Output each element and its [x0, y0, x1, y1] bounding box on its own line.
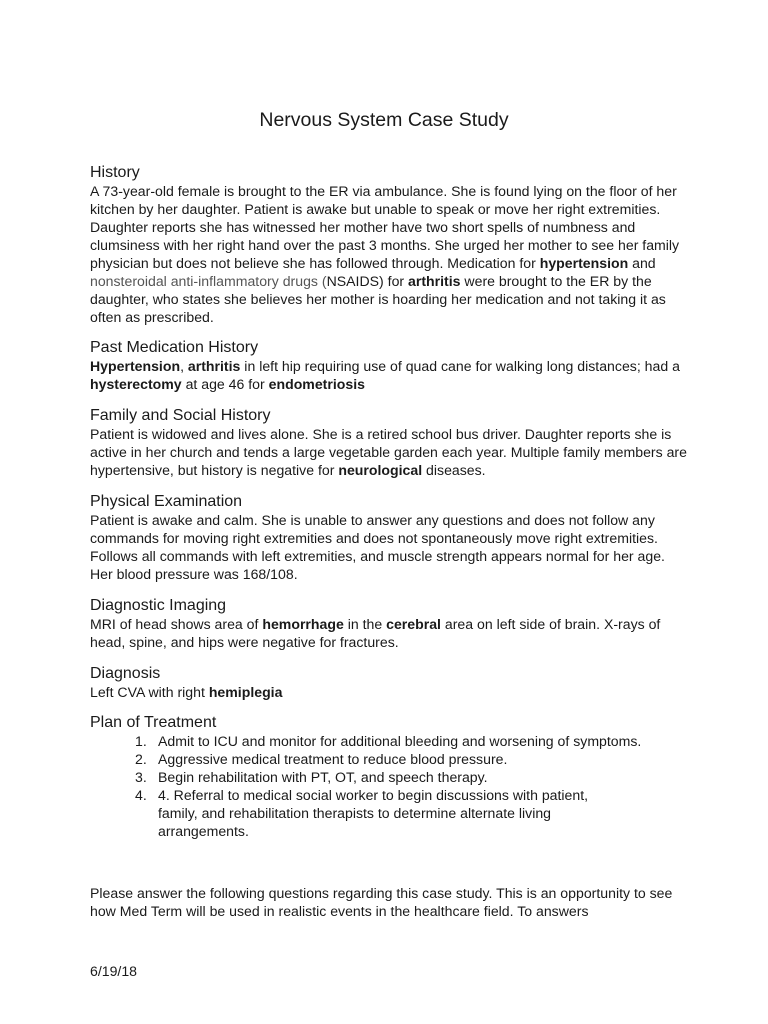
family-bold-term: neurological — [338, 462, 423, 478]
list-item — [135, 750, 690, 768]
list-item-number: 1. — [135, 733, 147, 749]
family-history-heading: Family and Social History — [90, 407, 271, 424]
history-link-text: nonsteroidal anti-inflammatory drugs ( — [90, 273, 327, 289]
diagnosis-text: Left CVA with right — [90, 684, 209, 700]
physical-exam-heading: Physical Examination — [90, 493, 243, 510]
list-item — [135, 786, 690, 840]
imaging-bold-term: hemorrhage — [262, 616, 344, 632]
questions-intro-paragraph: Please answer the following questions regarding this case study. This is an opportunity to see how Med Term will be used in realistic events in the healthcare field. To answers — [90, 885, 673, 919]
past-med-bold-term: hysterectomy — [90, 376, 182, 392]
past-med-bold-term: arthritis — [187, 358, 241, 374]
document-title: Nervous System Case Study — [259, 109, 509, 131]
physical-exam-paragraph: Patient is awake and calm. She is unable to answer any questions and does not follow any commands for moving right extremities and does not spontaneously move right extremities. Follows all commands with left extremities, and muscle strength appears normal for her age. Her blood pressure was 168/108. — [90, 512, 665, 582]
list-item-text: Begin rehabilitation with PT, OT, and speech therapy. — [158, 769, 488, 785]
family-history-section — [90, 406, 690, 479]
history-text: NSAIDS) for — [326, 273, 409, 289]
diagnosis-section — [90, 664, 690, 701]
history-text: A 73-year-old female is brought to the ER via ambulance. She is found lying on the floor of her kitchen by her daughter. Patient is awake but unable to speak or move her right extremities. Daughter reports she has witnessed her mother have two short spells of numbness and clumsiness with her right hand over the past 3 months. She urged her mother to see her family physician but does not believe she has followed through. Medication for — [90, 183, 680, 271]
past-med-bold-term: endometriosis — [268, 376, 365, 392]
diagnostic-imaging-paragraph — [90, 615, 690, 651]
diagnosis-heading: Diagnosis — [90, 665, 161, 682]
past-med-text: , — [180, 358, 188, 374]
diagnostic-imaging-section — [90, 596, 690, 651]
footer-date: 6/19/18 — [90, 963, 138, 979]
list-item — [135, 768, 690, 786]
physical-exam-section — [90, 492, 690, 583]
diagnosis-paragraph — [90, 683, 690, 701]
list-item-text: Admit to ICU and monitor for additional bleeding and worsening of symptoms. — [158, 733, 642, 749]
imaging-text: MRI of head shows area of — [90, 616, 263, 632]
imaging-text: in the — [343, 616, 387, 632]
history-text: and — [628, 255, 656, 271]
past-medication-section — [90, 338, 690, 393]
treatment-heading: Plan of Treatment — [90, 714, 217, 731]
list-item-number: 2. — [135, 751, 147, 767]
history-text: were brought to the ER by the daughter, who states she believes her mother is hoarding her medication and not taking it as often as prescribed. — [90, 273, 666, 325]
diagnosis-bold-term: hemiplegia — [208, 684, 283, 700]
history-heading: History — [90, 164, 140, 181]
imaging-bold-term: cerebral — [386, 616, 441, 632]
past-medication-paragraph — [90, 357, 690, 393]
list-item-text: 4. Referral to medical social worker to begin discussions with patient, family, and rehabilitation therapists to determine alternate living arrangements. — [158, 787, 589, 839]
family-text: Patient is widowed and lives alone. She is a retired school bus driver. Daughter reports she is active in her church and tends a large vegetable garden each year. Multiple family members are hypertensive, but history is negative for — [90, 426, 687, 478]
past-medication-heading: Past Medication History — [90, 339, 259, 356]
family-text: diseases. — [422, 462, 486, 478]
past-med-bold-term: Hypertension — [90, 358, 181, 374]
past-med-text: in left hip requiring use of quad cane for walking long distances; had a — [240, 358, 680, 374]
history-bold-term: hypertension — [539, 255, 629, 271]
imaging-text: area on left side of brain. X-rays of head, spine, and hips were negative for fractures. — [90, 616, 661, 650]
history-bold-term: arthritis — [408, 273, 461, 289]
history-section — [90, 163, 690, 326]
history-paragraph — [90, 182, 690, 326]
family-history-paragraph — [90, 425, 690, 479]
list-item-number: 4. — [135, 787, 147, 803]
diagnostic-imaging-heading: Diagnostic Imaging — [90, 597, 227, 614]
treatment-list — [90, 732, 690, 840]
list-item-text: Aggressive medical treatment to reduce blood pressure. — [158, 751, 508, 767]
treatment-section — [90, 713, 690, 840]
list-item-number: 3. — [135, 769, 147, 785]
list-item — [135, 732, 690, 750]
past-med-text: at age 46 for — [181, 376, 269, 392]
questions-intro-section — [90, 884, 690, 920]
